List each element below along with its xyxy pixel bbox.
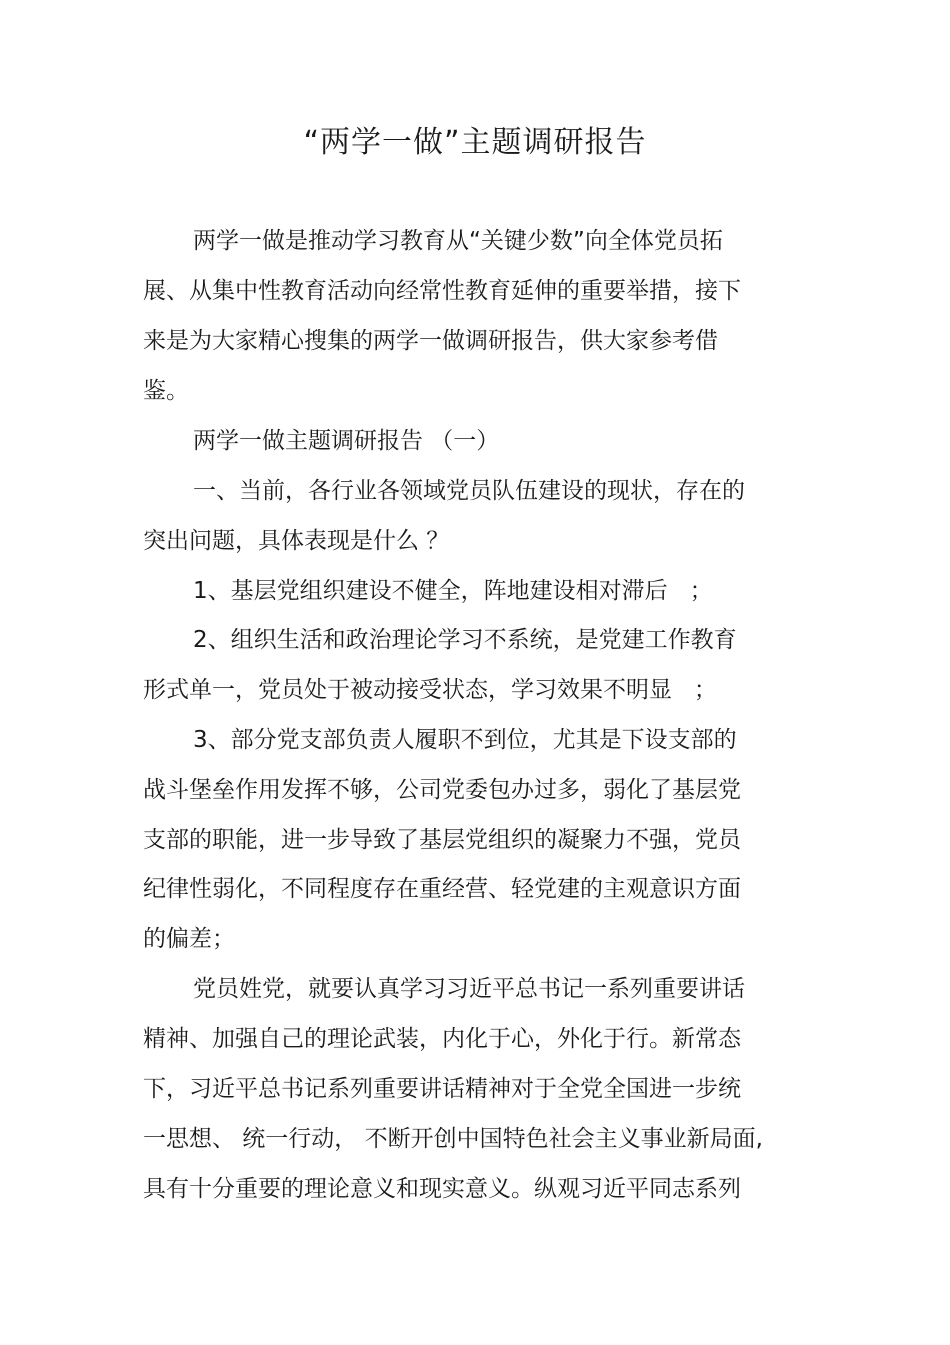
paragraph-line: 一、当前，各行业各领域党员队伍建设的现状，存在的 [193,478,745,504]
paragraph-line: 支部的职能，进一步导致了基层党组织的凝聚力不强，党员 [143,827,741,853]
list-item: 2、组织生活和政治理论学习不系统，是党建工作教育 [193,627,737,653]
paragraph-line: 展、从集中性教育活动向经常性教育延伸的重要举措，接下 [143,278,741,304]
paragraph-line: 下，习近平总书记系列重要讲话精神对于全党全国进一步统 [143,1076,741,1102]
paragraph-line: 精神、加强自己的理论武装，内化于心，外化于行。新常态 [143,1026,741,1052]
paragraph-line: 两学一做是推动学习教育从“关键少数”向全体党员拓 [193,228,723,254]
list-item: 1、基层党组织建设不健全，阵地建设相对滞后 ； [193,578,713,604]
paragraph-line: 形式单一，党员处于被动接受状态，学习效果不明显 ； [143,677,717,703]
paragraph-line: 突出问题，具体表现是什么 ？ [143,528,450,554]
list-item: 3、部分党支部负责人履职不到位，尤其是下设支部的 [193,727,737,753]
paragraph-line: 战斗堡垒作用发挥不够，公司党委包办过多，弱化了基层党 [143,777,741,803]
paragraph-line: 党员姓党，就要认真学习习近平总书记一系列重要讲话 [193,976,745,1002]
paragraph-line: 来是为大家精心搜集的两学一做调研报告，供大家参考借 [143,328,718,354]
paragraph-line: 鉴。 [143,378,189,404]
paragraph-line: 一思想、 统一行动， 不断开创中国特色社会主义事业新局面, [143,1126,763,1152]
paragraph-line: 纪律性弱化，不同程度存在重经营、轻党建的主观意识方面 [143,876,741,902]
section-heading: 两学一做主题调研报告 （一） [193,428,500,454]
paragraph-line: 具有十分重要的理论意义和现实意义。纵观习近平同志系列 [143,1176,741,1202]
document-title: “两学一做”主题调研报告 [303,125,647,160]
paragraph-line: 的偏差； [143,926,235,952]
